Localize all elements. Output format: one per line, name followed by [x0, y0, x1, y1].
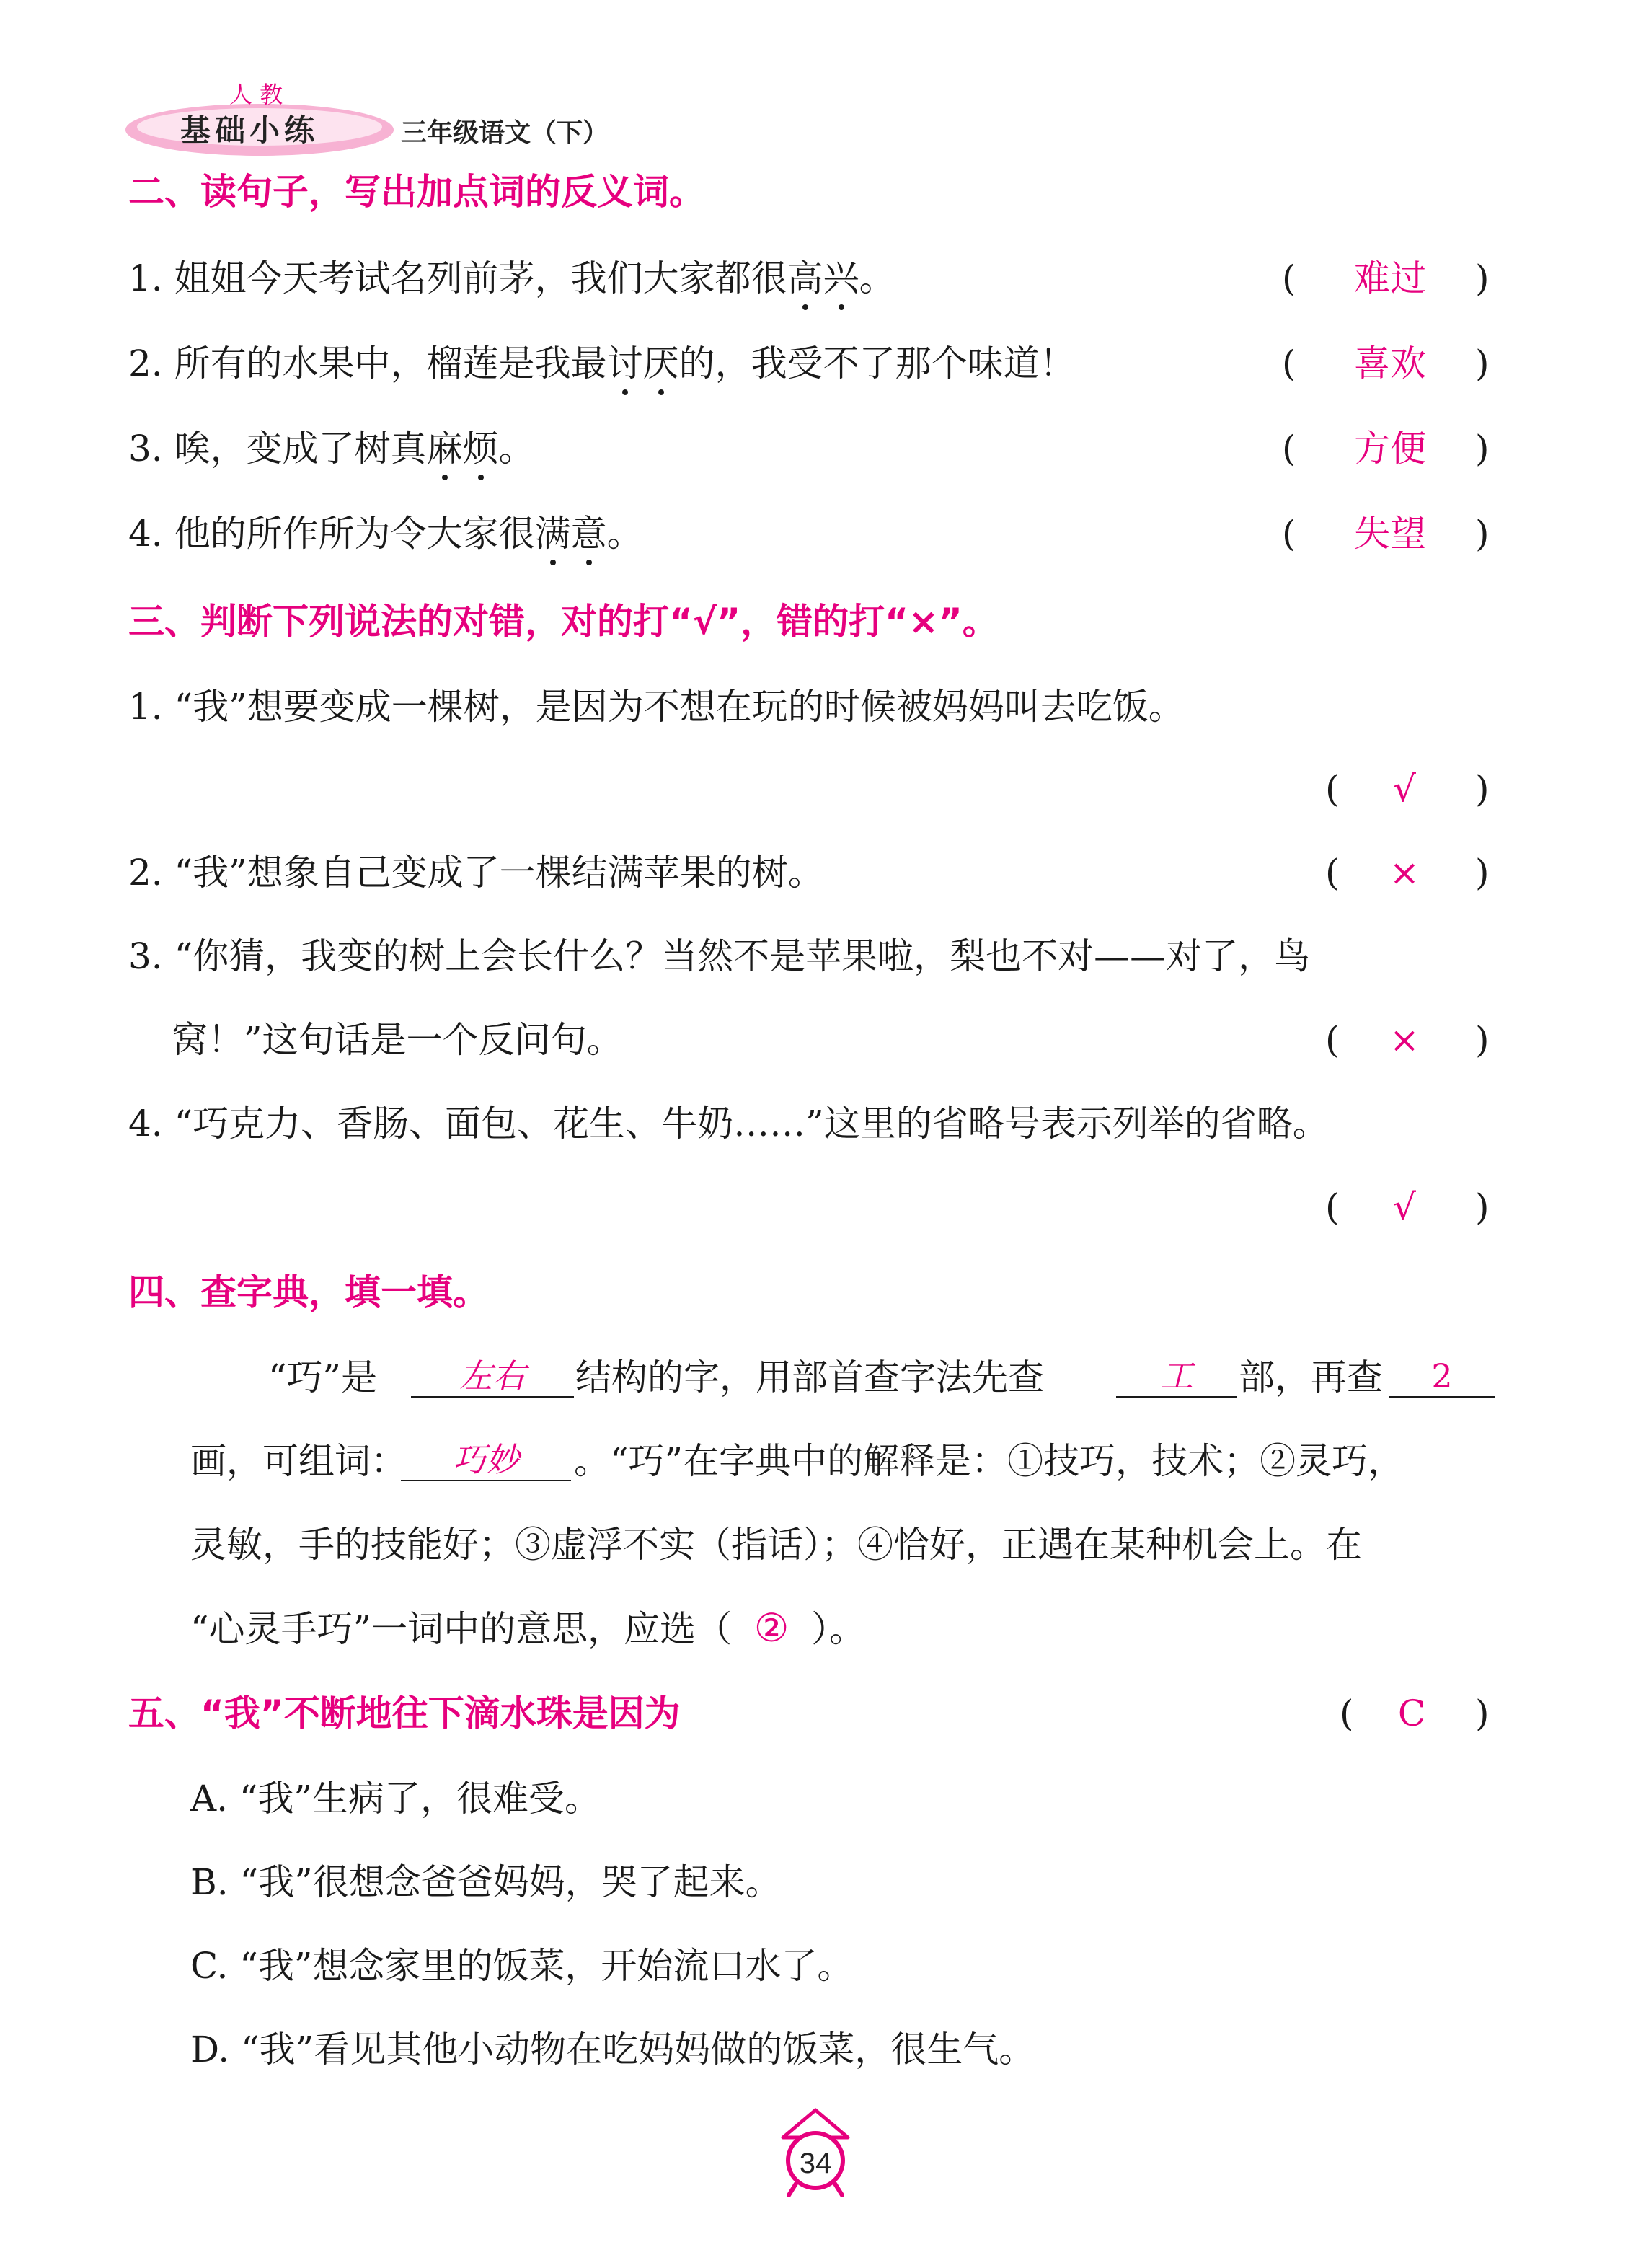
answer-paren: ( × ) [1325, 1019, 1490, 1061]
answer-paren: ( 方便 ) [1282, 428, 1490, 469]
answer-paren: ( C ) [1340, 1693, 1490, 1734]
answer-paren: ( × ) [1325, 852, 1490, 893]
blank-structure: 左右 [411, 1356, 574, 1398]
answer: × [1389, 852, 1420, 893]
section3-item-2: 2. “我”想象自己变成了一棵结满苹果的树。 [128, 852, 824, 893]
answer: × [1389, 1019, 1420, 1061]
answer: 难过 [1354, 257, 1426, 299]
answer-choice: ② [753, 1605, 789, 1651]
section2-title: 二、读句子，写出加点词的反义词。 [128, 171, 705, 213]
section5-title: 五、“我”不断地往下滴水珠是因为 [128, 1693, 681, 1734]
option-d: D. “我”看见其他小动物在吃妈妈做的饭菜，很生气。 [190, 2029, 1035, 2070]
answer: 失望 [1354, 513, 1426, 555]
answer: C [1397, 1693, 1426, 1734]
blank-radical: 工 [1116, 1356, 1237, 1398]
section3-title: 三、判断下列说法的对错，对的打“√”，错的打“×”。 [128, 601, 999, 643]
answer: 喜欢 [1354, 343, 1426, 384]
answer-paren: ( √ ) [1325, 1186, 1490, 1228]
section4-title: 四、查字典，填一填。 [128, 1271, 489, 1313]
answer: 方便 [1354, 428, 1426, 469]
blank-strokes: 2 [1389, 1356, 1495, 1398]
answer: √ [1393, 768, 1416, 810]
section2-item-1: 1. 姐姐今天考试名列前茅，我们大家都很高兴。 [128, 257, 895, 299]
page-number: 34 [799, 2148, 832, 2179]
answer-paren: ( 难过 ) [1282, 257, 1490, 299]
answer-paren: ( √ ) [1325, 768, 1490, 810]
section3-item-4: 4. “巧克力、香肠、面包、花生、牛奶……”这里的省略号表示列举的省略。 [128, 1103, 1329, 1144]
header-publisher: 人 教 [229, 81, 283, 108]
section3-item-3: 3. “你猜，我变的树上会长什么？当然不是苹果啦，梨也不对——对了，鸟 [128, 935, 1311, 977]
answer-paren: ( 失望 ) [1282, 513, 1490, 555]
header-series-title: 基础小练 [180, 112, 319, 148]
section3-item-1: 1. “我”想要变成一棵树，是因为不想在玩的时候被妈妈叫去吃饭。 [128, 686, 1185, 728]
section2-item-3: 3. 唉，变成了树真麻烦。 [128, 428, 535, 469]
section3-item-3-cont: 窝！”这句话是一个反问句。 [172, 1019, 623, 1061]
option-c: C. “我”想念家里的饭菜，开始流口水了。 [190, 1945, 854, 1987]
answer: √ [1393, 1186, 1416, 1228]
header-book-title: 三年级语文（下） [401, 118, 609, 148]
answer-paren: ( 喜欢 ) [1282, 343, 1490, 384]
section2-item-2: 2. 所有的水果中，榴莲是我最讨厌的，我受不了那个味道！ [128, 343, 1076, 384]
option-a: A. “我”生病了，很难受。 [190, 1778, 601, 1819]
section2-item-4: 4. 他的所作所为令大家很满意。 [128, 513, 643, 555]
option-b: B. “我”很想念爸爸妈妈，哭了起来。 [190, 1861, 782, 1903]
blank-word: 巧妙 [401, 1439, 571, 1481]
